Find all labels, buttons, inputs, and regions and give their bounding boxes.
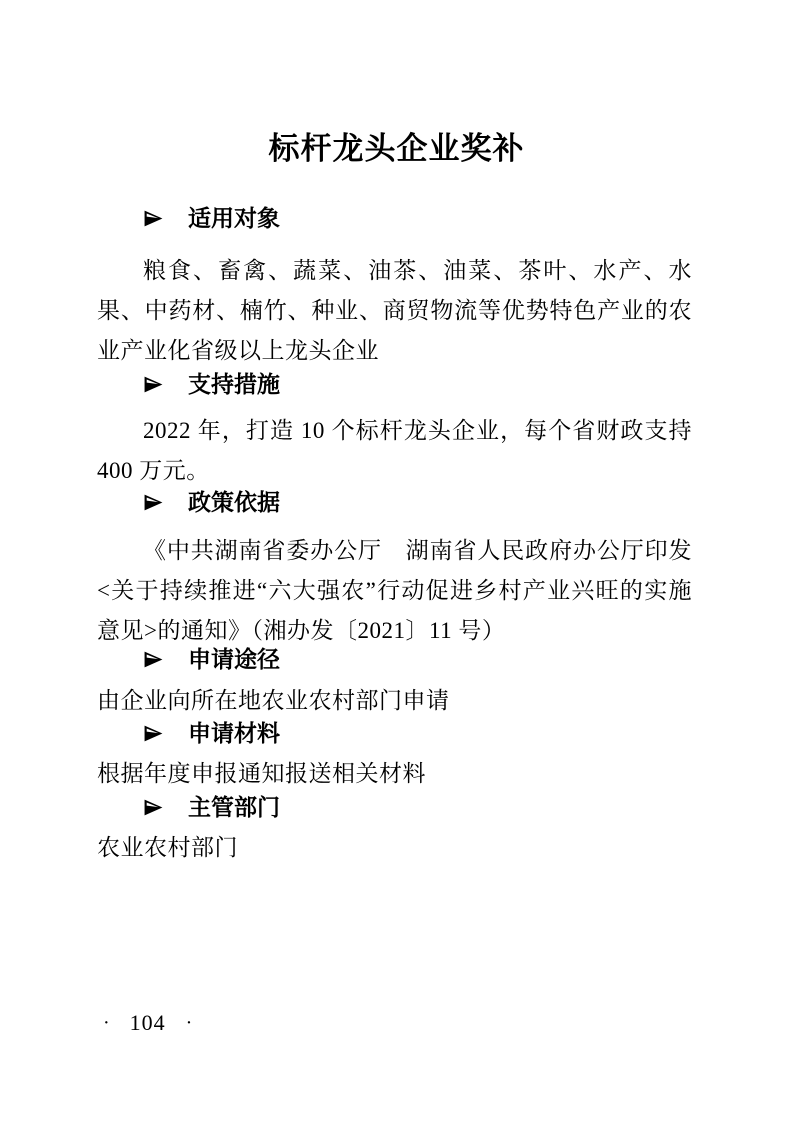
section-body-text: 农业农村部门: [97, 835, 238, 860]
section-heading-label: 支持措施: [188, 371, 280, 397]
page-number-right-dot: ·: [185, 1012, 193, 1034]
page-title: 标杆龙头企业奖补: [268, 131, 525, 166]
section-body-text: 《中共湖南省委办公厅 湖南省人民政府办公厅印发<关于持续推进“六大强农”行动促进乡村产业兴旺的实施意见>的通知》（湘办发〔2021〕11 号）: [97, 538, 692, 643]
page-number-value: 104: [129, 1010, 166, 1035]
section-application-materials: [97, 718, 692, 794]
section-heading-label: 主管部门: [188, 794, 280, 820]
section-heading-label: 申请途径: [188, 646, 280, 672]
section-support-measures: [97, 369, 692, 491]
section-heading: [97, 203, 692, 233]
section-body-text: 由企业向所在地农业农村部门申请: [97, 688, 450, 713]
section-policy-basis: [97, 487, 692, 651]
section-heading-label: 申请材料: [188, 720, 280, 746]
section-heading: [97, 369, 692, 399]
section-heading: [97, 792, 692, 822]
section-heading: [97, 487, 692, 517]
section-body-text: 2022 年，打造 10 个标杆龙头企业，每个省财政支持 400 万元。: [97, 418, 692, 483]
arrow-bullet-icon: [143, 208, 164, 229]
section-heading: [97, 644, 692, 674]
page-number: [103, 1009, 192, 1037]
arrow-bullet-icon: [143, 723, 164, 744]
section-body-text: 粮食、畜禽、蔬菜、油茶、油菜、茶叶、水产、水果、中药材、楠竹、种业、商贸物流等优势特色产业的农业产业化省级以上龙头企业: [97, 258, 692, 363]
arrow-bullet-icon: [143, 492, 164, 513]
arrow-bullet-icon: [143, 797, 164, 818]
section-heading: [97, 718, 692, 748]
section-application-channel: [97, 644, 692, 721]
page-number-left-dot: ·: [103, 1012, 110, 1034]
section-body-text: 根据年度申报通知报送相关材料: [97, 761, 426, 786]
section-heading-label: 政策依据: [188, 489, 280, 515]
arrow-bullet-icon: [143, 374, 164, 395]
section-heading-label: 适用对象: [188, 205, 280, 231]
section-applicable-targets: [97, 203, 692, 371]
section-supervising-department: [97, 792, 692, 868]
arrow-bullet-icon: [143, 649, 164, 670]
